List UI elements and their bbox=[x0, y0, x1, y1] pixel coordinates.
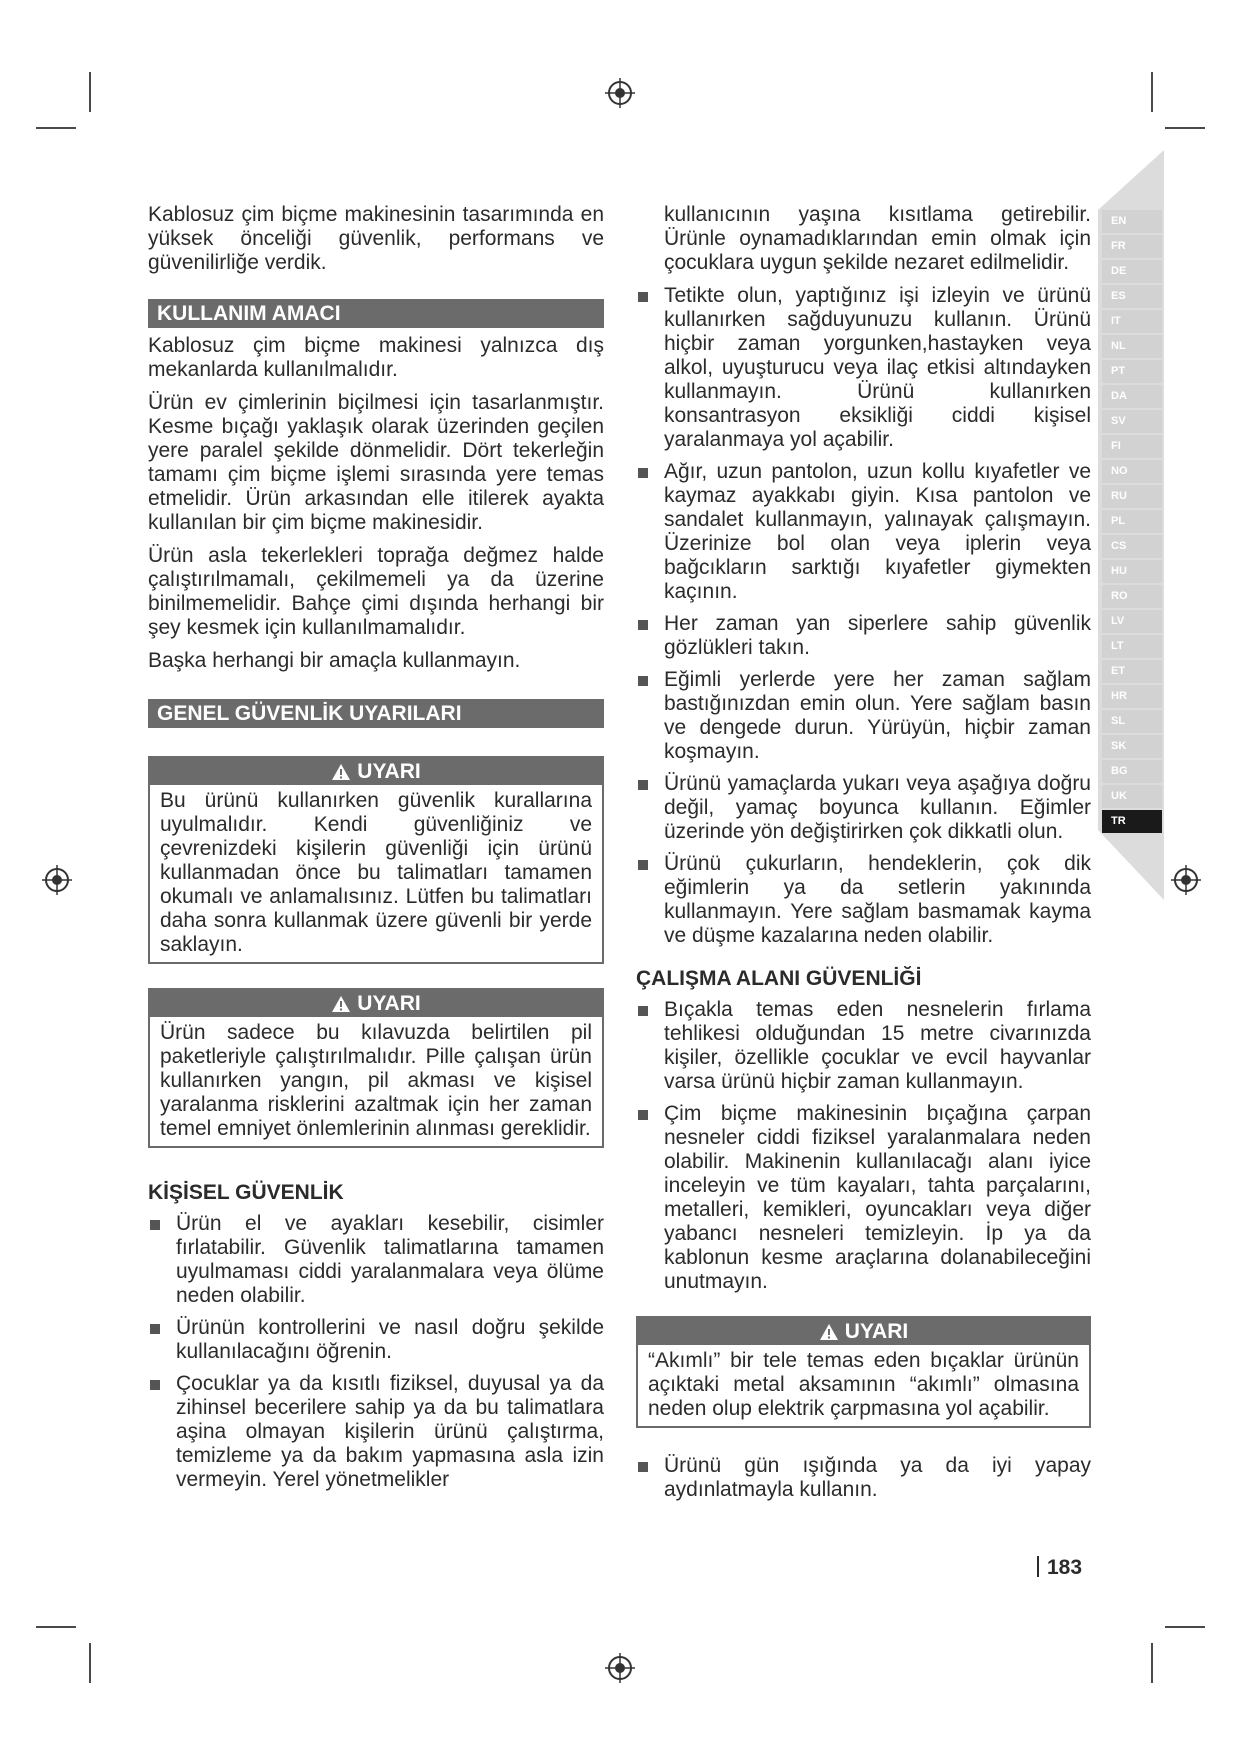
bullet-square-icon bbox=[150, 1220, 160, 1230]
language-tab-bg[interactable]: BG bbox=[1102, 760, 1162, 783]
list-item-text: Tetikte olun, yaptığınız işi izleyin ve ürünü kullanırken sağduyunuzu kullanın. Ürünü hiçbir zaman yorgunken,hastayken veya alkol, uyuşturucu veya ilaç etkisi altındayken kullanmayın. Ürünü kullanırken konsantrasyon eksikliği ciddi kişisel yaralanmaya yol açabilir. bbox=[664, 284, 1091, 451]
warning-triangle-icon bbox=[331, 995, 351, 1013]
bullet-square-icon bbox=[638, 1110, 648, 1120]
language-tab-sv[interactable]: SV bbox=[1102, 410, 1162, 433]
list-item bbox=[636, 460, 1091, 604]
personal-safety-list bbox=[148, 1212, 604, 1492]
list-item bbox=[636, 998, 1091, 1094]
language-tab-da[interactable]: DA bbox=[1102, 385, 1162, 408]
warning-box bbox=[148, 756, 604, 964]
warning-label: UYARI bbox=[844, 1320, 909, 1343]
list-item bbox=[148, 1372, 604, 1492]
list-item bbox=[148, 1212, 604, 1308]
language-tab-ro[interactable]: RO bbox=[1102, 585, 1162, 608]
bullet-square-icon bbox=[638, 292, 648, 302]
registration-mark-left-icon bbox=[41, 864, 73, 896]
list-item-text: Ürünü çukurların, hendeklerin, çok dik eğimlerin ya da setlerin yakınında kullanmayın. Yere sağlam basmamak kayma ve düşme kazalarına neden olabilir. bbox=[664, 852, 1091, 947]
language-tab-es[interactable]: ES bbox=[1102, 285, 1162, 308]
warning-box bbox=[636, 1316, 1091, 1428]
list-item-text: Eğimli yerlerde yere her zaman sağlam bastığınızdan emin olun. Yere sağlam basın ve dengede durun. Yürüyün, hiçbir zaman koşmayın. bbox=[664, 668, 1091, 763]
registration-mark-bottom-icon bbox=[604, 1652, 636, 1684]
warning-header bbox=[638, 1318, 1089, 1345]
warning-text: Ürün sadece bu kılavuzda belirtilen pil paketleriyle çalıştırılmalıdır. Pille çalışan ürün kullanırken yangın, pil akması ve kişisel yaralanma risklerini azaltmak için her zaman temel emniyet önlemlerinin alınması gereklidir. bbox=[160, 1021, 592, 1140]
language-tab-en[interactable]: EN bbox=[1102, 210, 1162, 233]
section-title-general-safety: GENEL GÜVENLİK UYARILARI bbox=[148, 699, 604, 728]
language-tab-fr[interactable]: FR bbox=[1102, 235, 1162, 258]
language-tab-cs[interactable]: CS bbox=[1102, 535, 1162, 558]
language-tab-hu[interactable]: HU bbox=[1102, 560, 1162, 583]
intended-use-paragraph: Kablosuz çim biçme makinesi yalnızca dış mekanlarda kullanılmalıdır. bbox=[148, 334, 604, 381]
list-item-text: Bıçakla temas eden nesnelerin fırlama tehlikesi olduğundan 15 metre civarınızda kişiler, özellikle çocuklar ve evcil hayvanlar varsa ürünü hiçbir zaman kullanmayın. bbox=[664, 998, 1091, 1093]
list-item bbox=[636, 1454, 1091, 1502]
list-item bbox=[148, 1316, 604, 1364]
crop-mark-top-left-h bbox=[36, 127, 76, 129]
language-tab-et[interactable]: ET bbox=[1102, 660, 1162, 683]
language-tab-sl[interactable]: SL bbox=[1102, 710, 1162, 733]
bullet-square-icon bbox=[638, 468, 648, 478]
warning-text: Bu ürünü kullanırken güvenlik kurallarına uyulmalıdır. Kendi güvenliğiniz ve çevrenizdeki kişilerin güvenliği için ürünü kullanmadan önce bu talimatları tamamen okumalı ve anlamalısınız. Lütfen bu talimatları daha sonra kullanmak üzere güvenli bir yerde saklayın. bbox=[160, 789, 592, 956]
warning-header bbox=[150, 990, 602, 1017]
language-tabs bbox=[1102, 210, 1162, 835]
warning-label: UYARI bbox=[357, 992, 421, 1015]
bullet-square-icon bbox=[638, 1462, 648, 1472]
registration-mark-top-icon bbox=[604, 77, 636, 109]
work-area-list-last bbox=[636, 1454, 1091, 1502]
continuation-paragraph: kullanıcının yaşına kısıtlama getirebilir. Ürünle oynamadıklarından emin olmak için çocuklara uygun şekilde nezaret edilmelidir. bbox=[664, 203, 1091, 274]
list-item bbox=[636, 284, 1091, 452]
list-item bbox=[636, 668, 1091, 764]
language-tab-pt[interactable]: PT bbox=[1102, 360, 1162, 383]
bullet-square-icon bbox=[638, 620, 648, 630]
crop-mark-bottom-left-h bbox=[36, 1626, 76, 1628]
language-tab-de[interactable]: DE bbox=[1102, 260, 1162, 283]
warning-text: “Akımlı” bir tele temas eden bıçaklar ürünün açıktaki metal aksamının “akımlı” olmasına neden olup elektrik çarpmasına yol açabilir. bbox=[648, 1349, 1079, 1420]
language-tab-ru[interactable]: RU bbox=[1102, 485, 1162, 508]
right-column bbox=[636, 203, 1091, 1510]
intended-use-paragraph: Ürün asla tekerlekleri toprağa değmez halde çalıştırılmamalı, çekilmemeli ya da üzerine binilmemelidir. Bahçe çimi dışında herhangi bir şey kesmek için kullanılmamalıdır. bbox=[148, 544, 604, 639]
language-tab-no[interactable]: NO bbox=[1102, 460, 1162, 483]
language-tab-fi[interactable]: FI bbox=[1102, 435, 1162, 458]
list-item-text: Ağır, uzun pantolon, uzun kollu kıyafetler ve kaymaz ayakkabı giyin. Kısa pantolon ve sandalet kullanmayın, yalınayak çalışmayın. Üzerinize bol olan veya iplerin veya bağcıkların sarktığı kıyafetler giymekten kaçının. bbox=[664, 460, 1091, 603]
language-tab-sk[interactable]: SK bbox=[1102, 735, 1162, 758]
bullet-square-icon bbox=[150, 1380, 160, 1390]
section-title-personal-safety: KİŞİSEL GÜVENLİK bbox=[148, 1181, 344, 1204]
bullet-square-icon bbox=[638, 1006, 648, 1016]
crop-mark-bottom-right-v bbox=[1151, 1643, 1153, 1683]
list-item-text: Ürünü yamaçlarda yukarı veya aşağıya doğru değil, yamaç boyunca kullanın. Eğimler üzerinde yön değiştirirken çok dikkatli olun. bbox=[664, 772, 1091, 843]
language-tab-nl[interactable]: NL bbox=[1102, 335, 1162, 358]
bullet-square-icon bbox=[638, 676, 648, 686]
bullet-square-icon bbox=[638, 780, 648, 790]
language-tab-uk[interactable]: UK bbox=[1102, 785, 1162, 808]
list-item-text: Her zaman yan siperlere sahip güvenlik gözlükleri takın. bbox=[664, 612, 1091, 659]
crop-mark-top-left-v bbox=[89, 72, 91, 112]
language-tab-pl[interactable]: PL bbox=[1102, 510, 1162, 533]
page-number-divider bbox=[1037, 1556, 1039, 1577]
list-item-text: Ürün el ve ayakları kesebilir, cisimler fırlatabilir. Güvenlik talimatlarına tamamen uyulmaması ciddi yaralanmalara veya ölüme neden olabilir. bbox=[176, 1212, 604, 1307]
left-column bbox=[148, 203, 604, 1500]
warning-header bbox=[150, 758, 602, 785]
bullet-square-icon bbox=[638, 860, 648, 870]
warning-label: UYARI bbox=[357, 760, 421, 783]
crop-mark-bottom-left-v bbox=[89, 1643, 91, 1683]
language-tab-tr[interactable]: TR bbox=[1102, 810, 1162, 833]
personal-safety-list-continued bbox=[636, 284, 1091, 948]
list-item-text: Çim biçme makinesinin bıçağına çarpan nesneler ciddi fiziksel yaralanmalara neden olabilir. Makinenin kullanılacağı alanı iyice inceleyin ve tüm kayaları, tahta parçalarını, metalleri, kemikleri, oyuncakları veya diğer yabancı nesneleri temizleyin. İp ya da kablonun kesme araçlarına dolanabileceğini unutmayın. bbox=[664, 1102, 1091, 1293]
language-tab-it[interactable]: IT bbox=[1102, 310, 1162, 333]
intended-use-paragraph: Ürün ev çimlerinin biçilmesi için tasarlanmıştır. Kesme bıçağı yaklaşık olarak üzerinden geçilen yere paralel şekilde dönmelidir. Dört tekerleğin tamamı çim biçme işlemi sırasında yere temas etmelidir. Ürün arkasından elle itilerek ayakta kullanılan bir çim biçme makinesidir. bbox=[148, 391, 604, 534]
list-item bbox=[636, 1102, 1091, 1294]
warning-triangle-icon bbox=[819, 1323, 839, 1341]
intended-use-paragraph: Başka herhangi bir amaçla kullanmayın. bbox=[148, 649, 521, 672]
language-tab-hr[interactable]: HR bbox=[1102, 685, 1162, 708]
warning-box bbox=[148, 988, 604, 1148]
list-item-text: Çocuklar ya da kısıtlı fiziksel, duyusal ya da zihinsel becerilere sahip ya da bu talimatlara aşina olmayan kişilerin ürünü çalıştırma, temizleme ya da bakım yapmasına asla izin vermeyin. Yerel yönetmelikler bbox=[176, 1372, 604, 1491]
section-title-work-area-safety: ÇALIŞMA ALANI GÜVENLİĞİ bbox=[636, 967, 922, 990]
list-item-text: Ürünün kontrollerini ve nasıl doğru şekilde kullanılacağını öğrenin. bbox=[176, 1316, 604, 1363]
work-area-list bbox=[636, 998, 1091, 1294]
warning-triangle-icon bbox=[331, 763, 351, 781]
crop-mark-bottom-right-h bbox=[1165, 1626, 1205, 1628]
list-item bbox=[636, 772, 1091, 844]
language-tab-lv[interactable]: LV bbox=[1102, 610, 1162, 633]
page-number bbox=[1037, 1556, 1082, 1580]
crop-mark-top-right-v bbox=[1151, 72, 1153, 112]
page-number-text: 183 bbox=[1047, 1556, 1083, 1579]
list-item bbox=[636, 852, 1091, 948]
language-tab-lt[interactable]: LT bbox=[1102, 635, 1162, 658]
intro-paragraph: Kablosuz çim biçme makinesinin tasarımında en yüksek önceliği güvenlik, performans ve güvenilirliğe verdik. bbox=[148, 203, 604, 274]
crop-mark-top-right-h bbox=[1165, 127, 1205, 129]
list-item-text: Ürünü gün ışığında ya da iyi yapay aydınlatmayla kullanın. bbox=[664, 1454, 1091, 1501]
bullet-square-icon bbox=[150, 1324, 160, 1334]
section-title-intended-use: KULLANIM AMACI bbox=[148, 299, 604, 328]
list-item bbox=[636, 612, 1091, 660]
registration-mark-right-icon bbox=[1170, 864, 1202, 896]
